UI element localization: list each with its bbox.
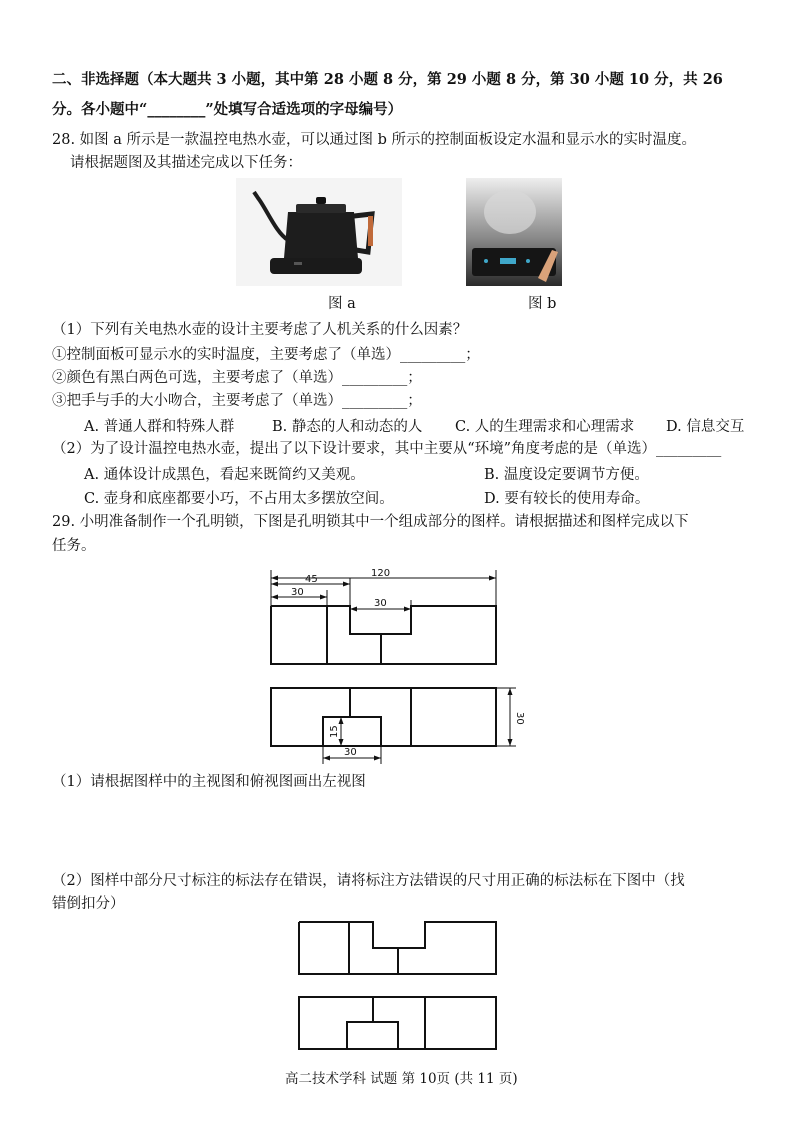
dim-30-right: 30	[514, 712, 525, 725]
q28-option-d: D. 信息交互	[666, 419, 745, 435]
dim-120: 120	[371, 568, 391, 579]
dim-45: 45	[305, 574, 318, 585]
q28-stem-line1: 28. 如图 a 所示是一款温控电热水壶，可以通过图 b 所示的控制面板设定水温和显示水的实时温度。	[52, 132, 697, 148]
dim-30-left: 30	[291, 587, 304, 598]
dim-30-bottom: 30	[344, 747, 357, 758]
q28-option-b: B. 静态的人和动态的人	[272, 419, 423, 435]
q29-sub1: （1）请根据图样中的主视图和俯视图画出左视图	[52, 774, 366, 790]
q28-stem-line2: 请根据题图及其描述完成以下任务：	[70, 155, 302, 171]
figure-a-caption: 图 a	[328, 296, 356, 312]
dim-30-groove: 30	[374, 598, 387, 609]
q28-sub2: （2）为了设计温控电热水壶，提出了以下设计要求，其中主要从“环境”角度考虑的是（单选）_________	[52, 441, 722, 457]
q29-sub2-line1: （2）图样中部分尺寸标注的标法存在错误，请将标注方法错误的尺寸用正确的标法标在下图中（找	[52, 873, 685, 889]
page-footer: 高二技术学科 试题 第 10页 (共 11 页)	[285, 1071, 518, 1087]
figure-b-caption: 图 b	[528, 296, 557, 312]
q28-sub2-option-b: B. 温度设定要调节方便。	[484, 467, 649, 483]
q28-sub2-option-c: C. 壶身和底座都要小巧，不占用太多摆放空间。	[84, 491, 394, 507]
answer-drawing	[290, 915, 505, 1060]
lock-drawing	[255, 562, 545, 772]
q28-item2: ②颜色有黑白两色可选，主要考虑了（单选）_________；	[52, 370, 422, 386]
q28-item1: ①控制面板可显示水的实时温度，主要考虑了（单选）_________；	[52, 347, 480, 363]
q28-sub2-option-a: A. 通体设计成黑色，看起来既简约又美观。	[84, 467, 365, 483]
q29-stem-line1: 29. 小明准备制作一个孔明锁，下图是孔明锁其中一个组成部分的图样。请根据描述和图样完成以下	[52, 514, 689, 530]
q28-item3: ③把手与手的大小吻合，主要考虑了（单选）_________；	[52, 393, 422, 409]
kettle-photo	[236, 178, 402, 286]
section-header-line2: 分。各小题中“________”处填写合适选项的字母编号）	[52, 101, 403, 118]
q29-stem-line2: 任务。	[52, 538, 96, 554]
dim-15: 15	[329, 725, 340, 738]
control-panel-photo	[466, 178, 562, 286]
q29-sub2-line2: 错倒扣分）	[52, 896, 125, 912]
q28-sub1: （1）下列有关电热水壶的设计主要考虑了人机关系的什么因素？	[52, 322, 468, 338]
q28-option-c: C. 人的生理需求和心理需求	[455, 419, 635, 435]
section-header-line1: 二、非选择题（本大题共 3 小题，其中第 28 小题 8 分，第 29 小题 8 分，第 30 小题 10 分，共 26	[52, 71, 723, 88]
q28-option-a: A. 普通人群和特殊人群	[84, 419, 235, 435]
q28-sub2-option-d: D. 要有较长的使用寿命。	[484, 491, 650, 507]
